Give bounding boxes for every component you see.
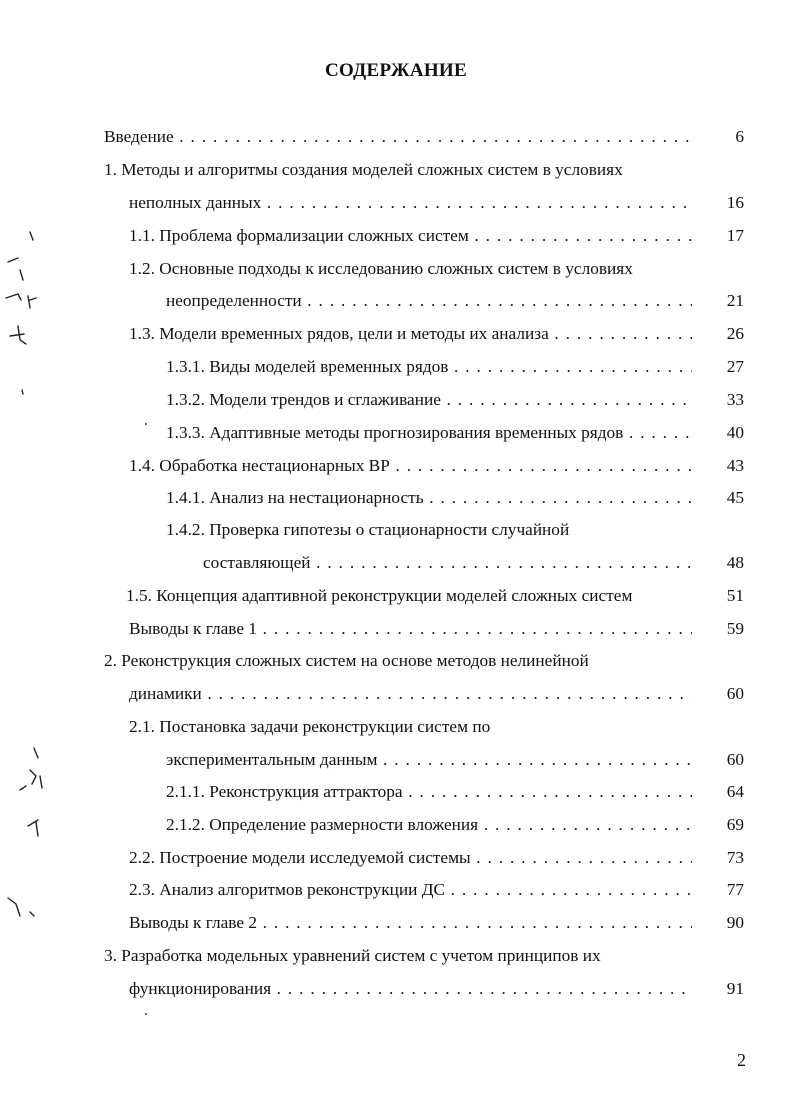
toc-entry-page: 73 <box>726 848 744 867</box>
toc-entry-page: 45 <box>726 488 744 507</box>
toc-entry-page: 90 <box>726 913 744 932</box>
toc-entry-text: 1.2. Основные подходы к исследованию сложных систем в условиях <box>129 259 633 278</box>
toc-entry-page: 16 <box>726 193 744 212</box>
toc-entry-text: 1.1. Проблема формализации сложных систем . . . <box>129 223 692 249</box>
toc-entry-text: 2. Реконструкция сложных систем на основе методов нелинейной <box>104 651 589 670</box>
toc-entry-page: 33 <box>726 390 744 409</box>
toc-entry-text: 1.3. Модели временных рядов, цели и методы их анализа . . . <box>129 321 692 347</box>
toc-entry-text: 1.4.2. Проверка гипотезы о стационарности случайной <box>166 520 570 539</box>
toc-entry-page: 77 <box>726 880 744 899</box>
toc-entry-text: составляющей . . . <box>203 550 692 576</box>
toc-entry-text: 1.4. Обработка нестационарных ВР . . . <box>129 453 692 479</box>
toc-entry-text: 2.1.2. Определение размерности вложения . . . <box>166 812 692 838</box>
toc-entry-page: 43 <box>726 456 744 475</box>
toc-entry-text: 1.4.1. Анализ на нестационарность . . . <box>166 485 692 511</box>
toc-entry-page: 91 <box>726 979 744 998</box>
toc-entry-page: 6 <box>735 127 744 146</box>
toc-entry-text: неполных данных . . . <box>129 190 692 216</box>
toc-entry-page: 21 <box>726 291 744 310</box>
toc-entry-page: 17 <box>726 226 744 245</box>
toc-entry-text: экспериментальным данным . . . <box>166 747 692 773</box>
toc-entry-text: 1.3.2. Модели трендов и сглаживание . . . <box>166 387 692 413</box>
toc-entry-page: 51 <box>726 586 744 605</box>
toc-entry-text: 2.1. Постановка задачи реконструкции систем по <box>129 717 491 736</box>
toc-entry-text: Выводы к главе 1 . . . <box>129 616 692 642</box>
toc-entry-text: Выводы к главе 2 . . . <box>129 910 692 936</box>
toc-entry-page: 59 <box>726 619 744 638</box>
toc-entry-page: 48 <box>726 553 744 572</box>
toc-entry-text: 2.2. Построение модели исследуемой системы . . . <box>129 845 692 871</box>
toc-entry-text: 1. Методы и алгоритмы создания моделей сложных систем в условиях <box>104 160 623 179</box>
toc-entry-page: 64 <box>726 782 744 801</box>
toc-entry-text: 1.5. Концепция адаптивной реконструкции моделей сложных систем <box>126 586 633 605</box>
toc-entry-text: 3. Разработка модельных уравнений систем с учетом принципов их <box>104 946 601 965</box>
toc-entry-page: 60 <box>726 750 744 769</box>
toc-entry-page: 27 <box>726 357 744 376</box>
toc-entry-text: динамики . . . <box>129 681 692 707</box>
page-number: 2 <box>737 1050 746 1070</box>
toc-entry-text: неопределенности . . . <box>166 288 692 314</box>
toc-entry-text: 1.3.3. Адаптивные методы прогнозирования временных рядов . . . <box>166 420 692 446</box>
toc-entry-text: 2.1.1. Реконструкция аттрактора . . . <box>166 779 692 805</box>
page-title: СОДЕРЖАНИЕ <box>325 60 467 81</box>
toc-entry-text: Введение . . . <box>104 124 692 150</box>
toc-entry-text: 1.3.1. Виды моделей временных рядов . . . <box>166 354 692 380</box>
toc-entry-page: 60 <box>726 684 744 703</box>
toc-entry-page: 26 <box>726 324 744 343</box>
toc-entry-page: 40 <box>726 423 744 442</box>
toc-entry-page: 69 <box>726 815 744 834</box>
toc-entry-text: 2.3. Анализ алгоритмов реконструкции ДС . . . <box>129 877 692 903</box>
toc-entry-text: функционирования . . . <box>129 976 692 1002</box>
